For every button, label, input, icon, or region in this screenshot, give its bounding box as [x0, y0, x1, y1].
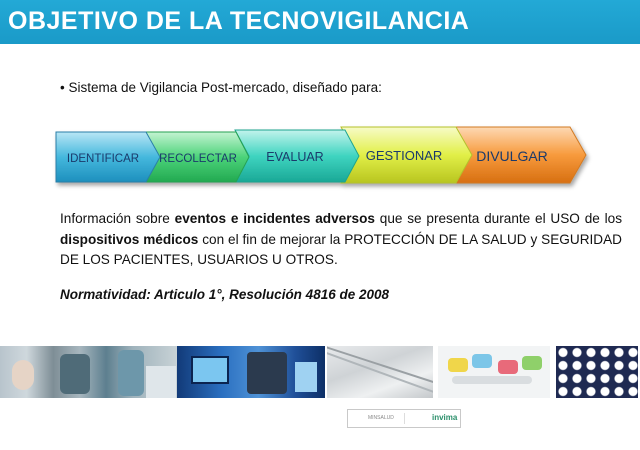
description-paragraph [60, 209, 622, 271]
photo-catheters [327, 346, 433, 398]
step-label-gestionar: GESTIONAR [365, 148, 443, 163]
page-title: OBJETIVO DE LA TECNOVIGILANCIA [8, 7, 470, 35]
logo-divider [404, 413, 405, 424]
step-label-recolectar: RECOLECTAR [159, 153, 237, 165]
description-bold-1: eventos e incidentes adversos [174, 211, 375, 226]
step-label-divulgar: DIVULGAR [476, 148, 548, 164]
photo-medical-staff [0, 346, 177, 398]
footer-logos [347, 409, 461, 428]
description-text-1: Información sobre [60, 211, 175, 226]
step-label-identificar: IDENTIFICAR [66, 153, 140, 165]
description-text-2: que se presenta durante el USO de los [374, 211, 622, 226]
description-text-3: con el fin de mejorar la PROTECCIÓN DE LA SALUD y SEGURIDAD DE LOS PACIENTES, USUARIOS U OTROS. [60, 231, 622, 267]
process-flow [0, 0, 640, 200]
intro-bullet: • Sistema de Vigilancia Post-mercado, diseñado para: [60, 80, 382, 95]
logo-minsalud: MINSALUD [368, 415, 394, 421]
photo-airway-devices [438, 346, 550, 398]
description-bold-2: dispositivos médicos [60, 231, 199, 247]
step-label-evaluar: EVALUAR [266, 150, 324, 164]
photo-implants-grid [556, 346, 638, 398]
photo-microscope-lab [177, 346, 325, 398]
logo-invima: invima [432, 413, 458, 422]
normativity-reference: Normatividad: Articulo 1°, Resolución 4816 de 2008 [60, 287, 390, 302]
